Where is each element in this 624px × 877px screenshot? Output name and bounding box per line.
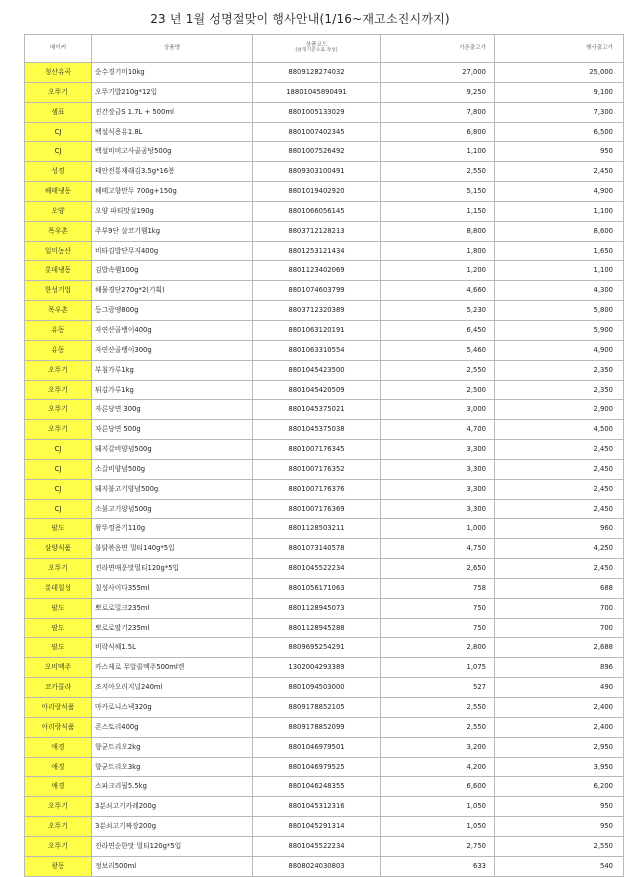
product-name-cell: 주부9단 살코기햄1kg xyxy=(92,221,253,241)
maker-cell: 한성기업 xyxy=(25,281,92,301)
product-code-cell: 8809695254291 xyxy=(253,638,381,658)
maker-cell: 오뚜기 xyxy=(25,836,92,856)
product-name-cell: 칠성사이다355ml xyxy=(92,578,253,598)
regular-price-cell: 1,150 xyxy=(381,201,495,221)
maker-cell: 아리랑식품 xyxy=(25,698,92,718)
regular-price-cell: 9,250 xyxy=(381,82,495,102)
product-code-cell: 8809303100491 xyxy=(253,162,381,182)
table-row xyxy=(25,638,624,658)
product-code-cell: 8801045312316 xyxy=(253,797,381,817)
maker-cell: 오비맥주 xyxy=(25,658,92,678)
product-name-cell: 향균트리오2kg xyxy=(92,737,253,757)
event-price-cell: 2,450 xyxy=(495,479,624,499)
event-price-cell: 2,350 xyxy=(495,360,624,380)
table-row xyxy=(25,817,624,837)
maker-cell: 성경 xyxy=(25,162,92,182)
product-code-cell: 8801056171063 xyxy=(253,578,381,598)
product-name-cell: 스파크리필5.5kg xyxy=(92,777,253,797)
regular-price-cell: 4,660 xyxy=(381,281,495,301)
regular-price-cell: 5,150 xyxy=(381,182,495,202)
header-product: 상품명 xyxy=(92,35,253,63)
maker-cell: 팔도 xyxy=(25,638,92,658)
maker-cell: 오뚜기 xyxy=(25,559,92,579)
table-row xyxy=(25,559,624,579)
product-name-cell: 비타김밥단무지400g xyxy=(92,241,253,261)
header-maker: 메이커 xyxy=(25,35,92,63)
product-name-cell: 오양 파티맛살190g xyxy=(92,201,253,221)
product-code-cell: 8809128274032 xyxy=(253,63,381,83)
maker-cell: 오양 xyxy=(25,201,92,221)
table-row xyxy=(25,340,624,360)
product-name-cell: 뽀로로딸기235ml xyxy=(92,618,253,638)
product-name-cell: 콘스토리400g xyxy=(92,717,253,737)
regular-price-cell: 27,000 xyxy=(381,63,495,83)
product-code-cell: 8801073140578 xyxy=(253,539,381,559)
regular-price-cell: 5,230 xyxy=(381,301,495,321)
maker-cell: 팔도 xyxy=(25,519,92,539)
regular-price-cell: 750 xyxy=(381,598,495,618)
maker-cell: CJ xyxy=(25,479,92,499)
event-price-cell: 4,500 xyxy=(495,420,624,440)
table-row xyxy=(25,400,624,420)
event-price-cell: 700 xyxy=(495,598,624,618)
product-name-cell: 부침가루1kg xyxy=(92,360,253,380)
regular-price-cell: 1,075 xyxy=(381,658,495,678)
table-row xyxy=(25,539,624,559)
regular-price-cell: 750 xyxy=(381,618,495,638)
product-code-cell: 8801063120191 xyxy=(253,320,381,340)
event-price-cell: 950 xyxy=(495,817,624,837)
table-row xyxy=(25,281,624,301)
event-price-cell: 5,800 xyxy=(495,301,624,321)
regular-price-cell: 3,200 xyxy=(381,737,495,757)
product-code-cell: 8809178852105 xyxy=(253,698,381,718)
maker-cell: 목우촌 xyxy=(25,301,92,321)
regular-price-cell: 1,800 xyxy=(381,241,495,261)
product-code-cell: 1302004293389 xyxy=(253,658,381,678)
event-price-cell: 4,900 xyxy=(495,182,624,202)
event-price-cell: 4,300 xyxy=(495,281,624,301)
product-name-cell: 순수경기미10kg xyxy=(92,63,253,83)
table-row xyxy=(25,678,624,698)
product-name-cell: 향균트리오3kg xyxy=(92,757,253,777)
event-price-cell: 2,688 xyxy=(495,638,624,658)
event-price-cell: 2,450 xyxy=(495,559,624,579)
regular-price-cell: 2,800 xyxy=(381,638,495,658)
product-code-cell: 8801128945073 xyxy=(253,598,381,618)
regular-price-cell: 3,300 xyxy=(381,440,495,460)
maker-cell: CJ xyxy=(25,142,92,162)
maker-cell: 삼양식품 xyxy=(25,539,92,559)
product-name-cell: 소갈비양념500g xyxy=(92,459,253,479)
product-code-cell: 8801045375021 xyxy=(253,400,381,420)
maker-cell: 코카콜라 xyxy=(25,678,92,698)
table-row xyxy=(25,777,624,797)
product-name-cell: 비락식혜1.5L xyxy=(92,638,253,658)
regular-price-cell: 2,650 xyxy=(381,559,495,579)
maker-cell: 롯데칠성 xyxy=(25,578,92,598)
maker-cell: 롯데냉동 xyxy=(25,261,92,281)
regular-price-cell: 1,100 xyxy=(381,142,495,162)
event-price-cell: 2,450 xyxy=(495,162,624,182)
regular-price-cell: 1,050 xyxy=(381,797,495,817)
regular-price-cell: 3,300 xyxy=(381,499,495,519)
regular-price-cell: 633 xyxy=(381,856,495,876)
table-row xyxy=(25,122,624,142)
product-code-cell: 8801046979501 xyxy=(253,737,381,757)
maker-cell: 광동 xyxy=(25,856,92,876)
table-row xyxy=(25,598,624,618)
table-row xyxy=(25,221,624,241)
table-row xyxy=(25,578,624,598)
table-row xyxy=(25,737,624,757)
maker-cell: 샘표 xyxy=(25,102,92,122)
table-row xyxy=(25,182,624,202)
maker-cell: CJ xyxy=(25,440,92,460)
product-name-cell: 해태고향만두 700g+150g xyxy=(92,182,253,202)
event-price-cell: 960 xyxy=(495,519,624,539)
regular-price-cell: 2,750 xyxy=(381,836,495,856)
regular-price-cell: 8,800 xyxy=(381,221,495,241)
product-code-cell: 8801019402920 xyxy=(253,182,381,202)
table-row xyxy=(25,658,624,678)
product-name-cell: 오뚜기밥210g*12입 xyxy=(92,82,253,102)
maker-cell: 오뚜기 xyxy=(25,360,92,380)
maker-cell: CJ xyxy=(25,499,92,519)
product-name-cell: 마카로니스낵320g xyxy=(92,698,253,718)
table-row xyxy=(25,499,624,519)
product-code-cell: 8803712128213 xyxy=(253,221,381,241)
maker-cell: CJ xyxy=(25,459,92,479)
event-price-cell: 1,650 xyxy=(495,241,624,261)
product-name-cell: 정보리500ml xyxy=(92,856,253,876)
table-row xyxy=(25,301,624,321)
document-title: 23 년 1월 성명절맞이 행사안내(1/16~재고소진시까지) xyxy=(150,12,450,26)
table-row xyxy=(25,420,624,440)
maker-cell: 오뚜기 xyxy=(25,797,92,817)
product-name-cell: 조지아오리지널240ml xyxy=(92,678,253,698)
product-name-cell: 백설식용유1.8L xyxy=(92,122,253,142)
maker-cell: 청산유곡 xyxy=(25,63,92,83)
table-row xyxy=(25,320,624,340)
table-row xyxy=(25,519,624,539)
event-price-cell: 950 xyxy=(495,797,624,817)
table-row xyxy=(25,261,624,281)
promotion-table xyxy=(24,34,624,877)
event-price-cell: 2,350 xyxy=(495,380,624,400)
maker-cell: 애경 xyxy=(25,777,92,797)
regular-price-cell: 6,800 xyxy=(381,122,495,142)
table-header-row xyxy=(25,35,624,63)
event-price-cell: 6,500 xyxy=(495,122,624,142)
product-code-cell: 8801063310554 xyxy=(253,340,381,360)
product-code-cell: 8801007176376 xyxy=(253,479,381,499)
product-name-cell: 카스제로 무알콜맥주500ml캔 xyxy=(92,658,253,678)
product-code-cell: 8801007176369 xyxy=(253,499,381,519)
product-code-cell: 8808024030803 xyxy=(253,856,381,876)
table-row xyxy=(25,201,624,221)
regular-price-cell: 6,450 xyxy=(381,320,495,340)
product-name-cell: 해물경단270g*2(기획) xyxy=(92,281,253,301)
product-code-cell: 8801005133029 xyxy=(253,102,381,122)
regular-price-cell: 1,050 xyxy=(381,817,495,837)
event-price-cell: 1,100 xyxy=(495,201,624,221)
table-body xyxy=(25,63,624,877)
product-name-cell: 김밥속햄100g xyxy=(92,261,253,281)
regular-price-cell: 2,500 xyxy=(381,380,495,400)
product-code-cell: 8801007526492 xyxy=(253,142,381,162)
table-row xyxy=(25,856,624,876)
product-code-cell: 8803712320389 xyxy=(253,301,381,321)
regular-price-cell: 7,800 xyxy=(381,102,495,122)
product-name-cell: 자른당면 300g xyxy=(92,400,253,420)
table-row xyxy=(25,618,624,638)
table-row xyxy=(25,63,624,83)
product-name-cell: 왕뚜껑용기110g xyxy=(92,519,253,539)
event-price-cell: 2,400 xyxy=(495,698,624,718)
maker-cell: 유동 xyxy=(25,320,92,340)
regular-price-cell: 527 xyxy=(381,678,495,698)
product-code-cell: 8801074603799 xyxy=(253,281,381,301)
maker-cell: 오뚜기 xyxy=(25,400,92,420)
table-row xyxy=(25,836,624,856)
product-name-cell: 백설비비고사골곰탕500g xyxy=(92,142,253,162)
table-row xyxy=(25,162,624,182)
table-row xyxy=(25,440,624,460)
product-code-cell: 18801045890491 xyxy=(253,82,381,102)
product-name-cell: 진라면매운맛멀티120g*5입 xyxy=(92,559,253,579)
maker-cell: 목우촌 xyxy=(25,221,92,241)
maker-cell: 오뚜기 xyxy=(25,420,92,440)
table-row xyxy=(25,797,624,817)
event-price-cell: 7,300 xyxy=(495,102,624,122)
regular-price-cell: 758 xyxy=(381,578,495,598)
maker-cell: CJ xyxy=(25,122,92,142)
product-name-cell: 자연산골뱅이300g xyxy=(92,340,253,360)
header-regular-price: 기존출고가 xyxy=(381,35,495,63)
product-name-cell: 자른당면 500g xyxy=(92,420,253,440)
product-name-cell: 튀김가루1kg xyxy=(92,380,253,400)
table-row xyxy=(25,142,624,162)
event-price-cell: 6,200 xyxy=(495,777,624,797)
product-name-cell: 등그랑땡800g xyxy=(92,301,253,321)
event-price-cell: 2,900 xyxy=(495,400,624,420)
header-event-price: 행사출고가 xyxy=(495,35,624,63)
regular-price-cell: 4,700 xyxy=(381,420,495,440)
table-row xyxy=(25,380,624,400)
product-code-cell: 8801253121434 xyxy=(253,241,381,261)
product-code-cell: 8801045375038 xyxy=(253,420,381,440)
regular-price-cell: 1,000 xyxy=(381,519,495,539)
product-code-cell: 8801045423500 xyxy=(253,360,381,380)
table-row xyxy=(25,241,624,261)
event-price-cell: 700 xyxy=(495,618,624,638)
product-code-cell: 8801046248355 xyxy=(253,777,381,797)
table-row xyxy=(25,698,624,718)
product-code-cell: 8801123402069 xyxy=(253,261,381,281)
product-name-cell: 진라면순한맛 멀티120g*5입 xyxy=(92,836,253,856)
event-price-cell: 2,450 xyxy=(495,499,624,519)
product-code-cell: 8801045291314 xyxy=(253,817,381,837)
event-price-cell: 8,600 xyxy=(495,221,624,241)
header-code-note: (낱개기준으로 작성) xyxy=(295,48,338,54)
product-code-cell: 8801046979525 xyxy=(253,757,381,777)
event-price-cell: 950 xyxy=(495,142,624,162)
maker-cell: 일미농산 xyxy=(25,241,92,261)
product-code-cell: 8801128945288 xyxy=(253,618,381,638)
maker-cell: 오뚜기 xyxy=(25,82,92,102)
regular-price-cell: 2,550 xyxy=(381,360,495,380)
regular-price-cell: 5,460 xyxy=(381,340,495,360)
event-price-cell: 4,250 xyxy=(495,539,624,559)
maker-cell: 아리랑식품 xyxy=(25,717,92,737)
product-code-cell: 8801066056145 xyxy=(253,201,381,221)
maker-cell: 오뚜기 xyxy=(25,817,92,837)
product-name-cell: 돼지불고기양념500g xyxy=(92,479,253,499)
table-row xyxy=(25,360,624,380)
product-name-cell: 뽀로로밀크235ml xyxy=(92,598,253,618)
event-price-cell: 896 xyxy=(495,658,624,678)
maker-cell: 애경 xyxy=(25,737,92,757)
event-price-cell: 2,450 xyxy=(495,440,624,460)
regular-price-cell: 2,550 xyxy=(381,717,495,737)
product-code-cell: 8801007176352 xyxy=(253,459,381,479)
event-price-cell: 3,950 xyxy=(495,757,624,777)
regular-price-cell: 6,600 xyxy=(381,777,495,797)
regular-price-cell: 4,200 xyxy=(381,757,495,777)
product-name-cell: 돼지갈비양념500g xyxy=(92,440,253,460)
product-name-cell: 소불고기양념500g xyxy=(92,499,253,519)
product-code-cell: 8801045420509 xyxy=(253,380,381,400)
table-row xyxy=(25,717,624,737)
maker-cell: 유동 xyxy=(25,340,92,360)
product-code-cell: 8801045522234 xyxy=(253,559,381,579)
maker-cell: 팔도 xyxy=(25,598,92,618)
regular-price-cell: 3,000 xyxy=(381,400,495,420)
table-row xyxy=(25,479,624,499)
regular-price-cell: 2,550 xyxy=(381,698,495,718)
product-name-cell: 3분쇠고기짜장200g xyxy=(92,817,253,837)
product-code-cell: 8801045522234 xyxy=(253,836,381,856)
table-row xyxy=(25,102,624,122)
event-price-cell: 490 xyxy=(495,678,624,698)
product-name-cell: 자연산골뱅이400g xyxy=(92,320,253,340)
event-price-cell: 1,100 xyxy=(495,261,624,281)
product-code-cell: 8801007402345 xyxy=(253,122,381,142)
product-code-cell: 8801094503000 xyxy=(253,678,381,698)
header-code-label: 상품코드 xyxy=(305,41,328,48)
event-price-cell: 5,900 xyxy=(495,320,624,340)
event-price-cell: 540 xyxy=(495,856,624,876)
product-code-cell: 8801128503211 xyxy=(253,519,381,539)
product-name-cell: 진간장금S 1.7L + 500ml xyxy=(92,102,253,122)
event-price-cell: 4,900 xyxy=(495,340,624,360)
event-price-cell: 2,450 xyxy=(495,459,624,479)
event-price-cell: 9,100 xyxy=(495,82,624,102)
maker-cell: 팔도 xyxy=(25,618,92,638)
table-row xyxy=(25,757,624,777)
maker-cell: 애경 xyxy=(25,757,92,777)
event-price-cell: 2,400 xyxy=(495,717,624,737)
regular-price-cell: 3,300 xyxy=(381,459,495,479)
event-price-cell: 2,950 xyxy=(495,737,624,757)
product-code-cell: 8801007176345 xyxy=(253,440,381,460)
product-code-cell: 8809178852099 xyxy=(253,717,381,737)
header-code xyxy=(253,35,381,63)
event-price-cell: 688 xyxy=(495,578,624,598)
product-name-cell: 불닭볶음면 멀티140g*5입 xyxy=(92,539,253,559)
event-price-cell: 25,000 xyxy=(495,63,624,83)
product-name-cell: 태안전통재래김3.5g*16봉 xyxy=(92,162,253,182)
regular-price-cell: 4,750 xyxy=(381,539,495,559)
maker-cell: 해태냉동 xyxy=(25,182,92,202)
table-row xyxy=(25,459,624,479)
regular-price-cell: 3,300 xyxy=(381,479,495,499)
regular-price-cell: 2,550 xyxy=(381,162,495,182)
regular-price-cell: 1,200 xyxy=(381,261,495,281)
table-row xyxy=(25,82,624,102)
maker-cell: 오뚜기 xyxy=(25,380,92,400)
event-price-cell: 2,550 xyxy=(495,836,624,856)
product-name-cell: 3분쇠고기카레200g xyxy=(92,797,253,817)
